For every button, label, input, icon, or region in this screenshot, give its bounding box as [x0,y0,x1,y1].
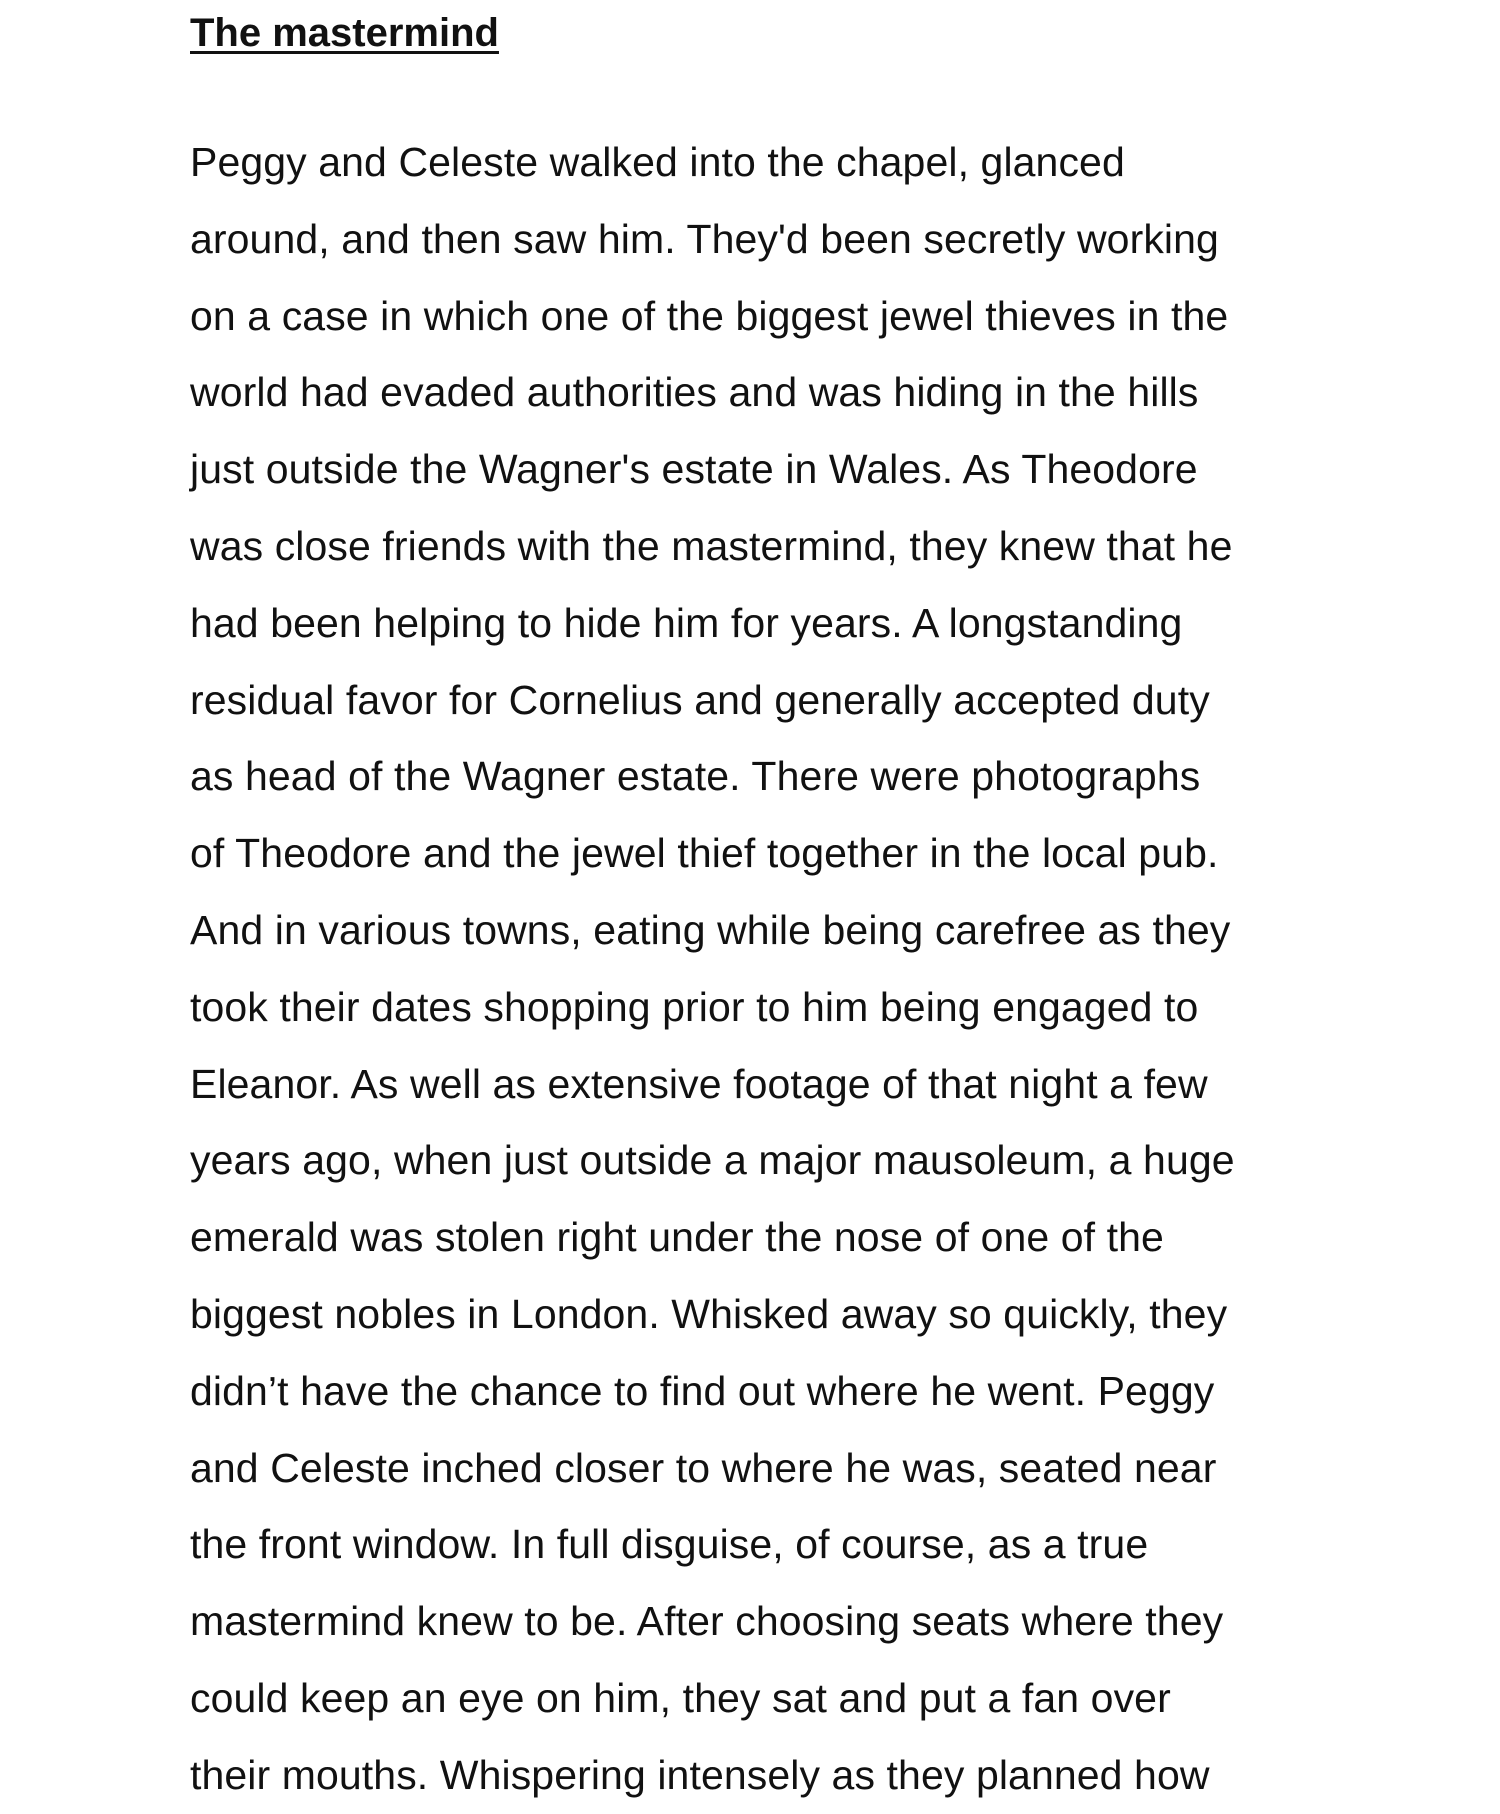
text-line: around, and then saw him. They'd been secretly working [190,215,1219,262]
text-line: could keep an eye on him, they sat and put a fan over [190,1674,1171,1721]
document-title: The mastermind [190,11,499,55]
text-line: of Theodore and the jewel thief together in the local pub. [190,830,1219,877]
text-line: was close friends with the mastermind, they knew that he [190,522,1233,569]
text-line: biggest nobles in London. Whisked away so quickly, they [190,1290,1228,1337]
text-line: took their dates shopping prior to him being engaged to [190,983,1199,1030]
text-line: their mouths. Whispering intensely as they planned how [190,1751,1210,1798]
text-line: years ago, when just outside a major mausoleum, a huge [190,1137,1235,1184]
text-line: on a case in which one of the biggest jewel thieves in the [190,292,1229,339]
text-line: the front window. In full disguise, of course, as a true [190,1521,1149,1568]
text-line: emerald was stolen right under the nose of one of the [190,1214,1164,1261]
document-page [190,0,1340,1798]
text-line: And in various towns, eating while being carefree as they [190,906,1231,953]
text-line: Peggy and Celeste walked into the chapel, glanced [190,139,1125,185]
text-line: and Celeste inched closer to where he was, seated near [190,1444,1217,1491]
text-line: mastermind knew to be. After choosing seats where they [190,1598,1224,1645]
text-line: just outside the Wagner's estate in Wales. As Theodore [190,446,1198,493]
text-line: didn’t have the chance to find out where he went. Peggy [190,1367,1215,1414]
document-body [190,124,1340,1814]
text-line: Eleanor. As well as extensive footage of that night a few [190,1060,1208,1107]
text-line: world had evaded authorities and was hiding in the hills [190,369,1199,416]
text-line: as head of the Wagner estate. There were photographs [190,753,1201,800]
text-line: had been helping to hide him for years. A longstanding [190,599,1183,646]
text-line: residual favor for Cornelius and generally accepted duty [190,676,1210,723]
